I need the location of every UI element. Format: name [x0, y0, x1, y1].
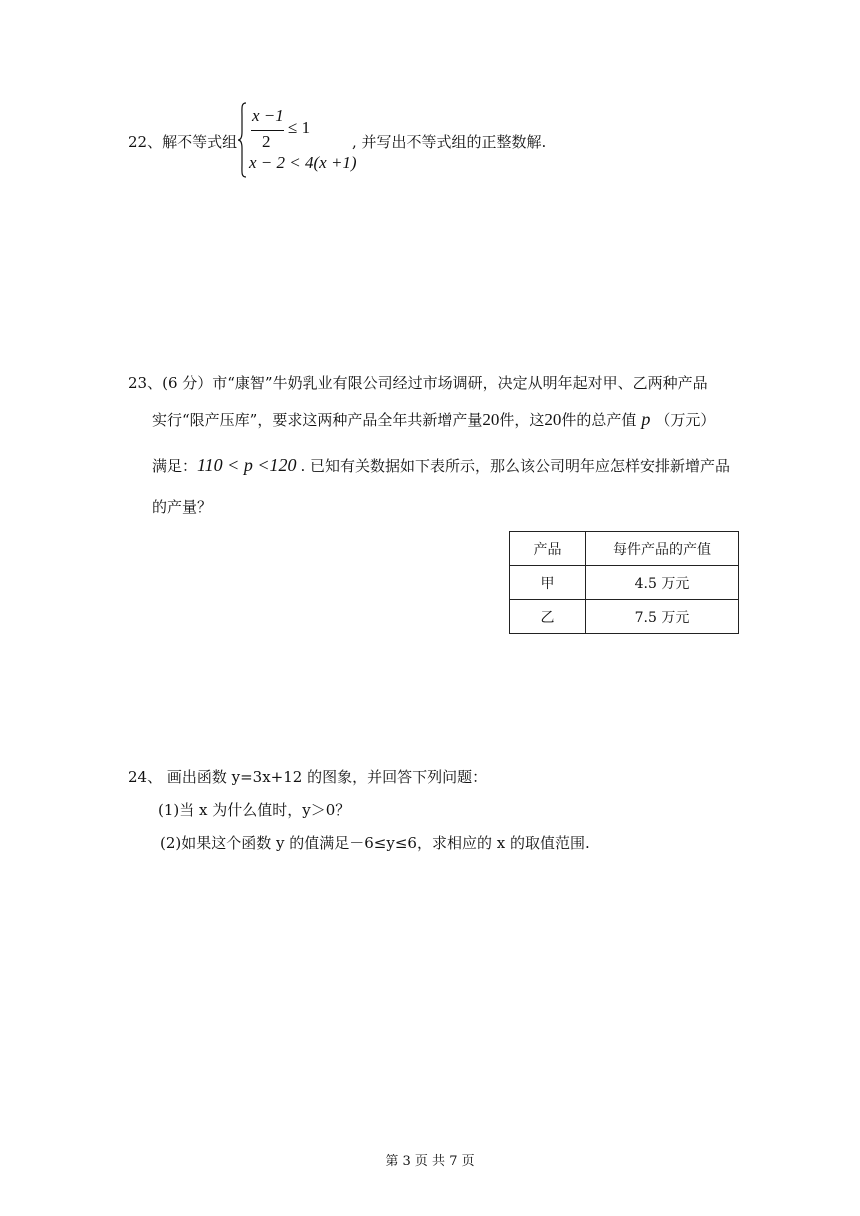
table-cell: 乙	[510, 600, 586, 634]
q23-line2-num1: 20	[482, 410, 500, 429]
q23-line3-text-b: . 已知有关数据如下表所示，那么该公司明年应怎样安排新增产品	[300, 457, 731, 475]
q23-line3-text-a: 满足：	[152, 457, 198, 475]
q22-inequality1-relation: ≤ 1	[288, 118, 311, 137]
q23-line3-math: 110 < p <120	[197, 455, 297, 475]
q23-line2-text-b: 件，这	[499, 411, 545, 429]
q23-line2-var: p	[641, 409, 651, 429]
q22-inequality2: x − 2 < 4(x +1)	[249, 153, 357, 172]
q24-sub2: (2)如果这个函数 y 的值满足－6≤y≤6，求相应的 x 的取值范围.	[160, 834, 590, 852]
q23-line4: 的产量？	[152, 498, 213, 516]
q22-instruction: , 并写出不等式组的正整数解.	[352, 133, 547, 151]
table-cell: 4.5 万元	[586, 566, 739, 600]
q23-line2-text-a: 实行“限产压库”，要求这两种产品全年共新增产量	[152, 411, 483, 429]
product-value-table	[509, 531, 739, 634]
q23-line2-text-d: （万元）	[655, 411, 716, 429]
page-footer: 第 3 页 共 7 页	[385, 1154, 475, 1169]
table-cell: 7.5 万元	[586, 600, 739, 634]
q23-line2-text-c: 件的总产值	[561, 411, 637, 429]
table-header-row	[510, 532, 739, 566]
q23-line1: 23、(6 分）市“康智”牛奶乳业有限公司经过市场调研，决定从明年起对甲、乙两种产品	[128, 374, 708, 392]
q23-line2-num2: 20	[544, 410, 562, 429]
table-cell: 甲	[510, 566, 586, 600]
q23-line3	[152, 455, 730, 476]
q22-fraction-denominator: 2	[262, 132, 271, 151]
table-header-cell: 产品	[510, 532, 586, 566]
table-row	[510, 566, 739, 600]
q22-fraction-numerator: x −1	[252, 106, 284, 125]
q23-line2	[152, 409, 715, 430]
q24-sub1: (1)当 x 为什么值时，y＞0？	[158, 801, 351, 819]
fraction-bar	[251, 130, 284, 131]
left-brace-icon	[237, 102, 247, 178]
table-row	[510, 600, 739, 634]
q22-label: 22、解不等式组	[128, 133, 238, 151]
table-header-cell: 每件产品的产值	[586, 532, 739, 566]
q24-line1: 24、 画出函数 y=3x+12 的图象，并回答下列问题：	[128, 768, 488, 786]
